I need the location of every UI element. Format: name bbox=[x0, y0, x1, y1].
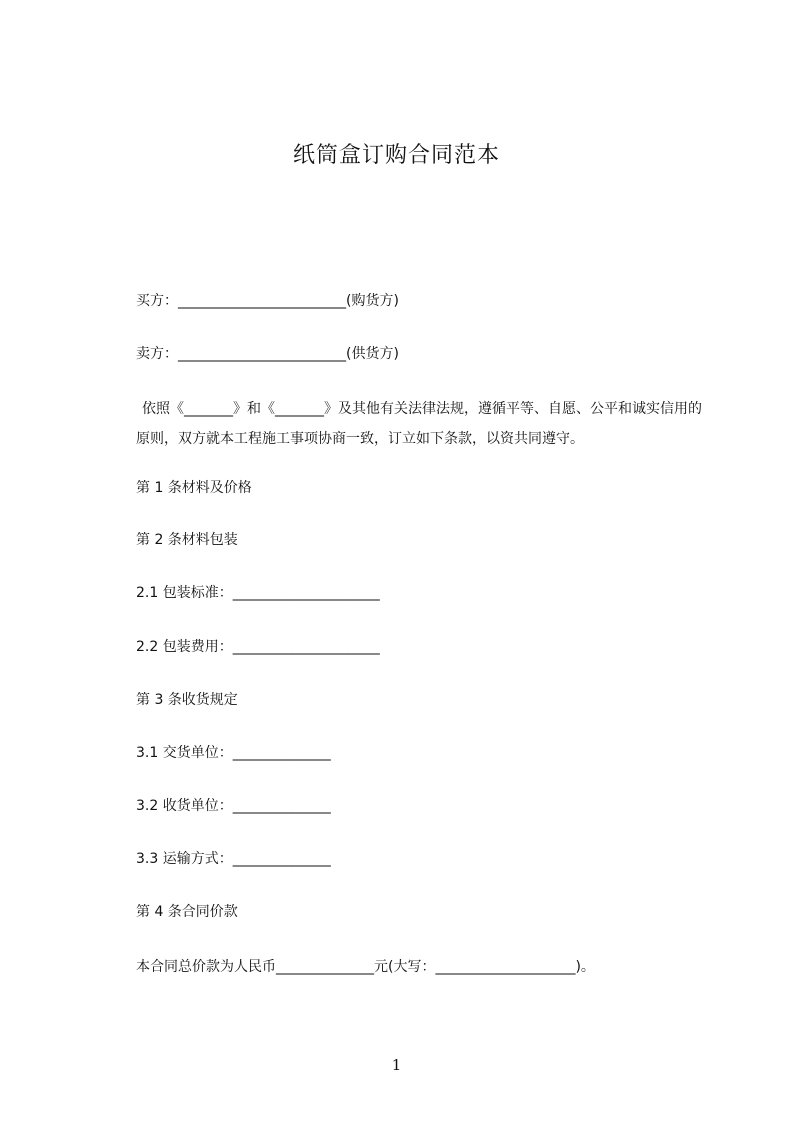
clause-2-heading: 第 2 条材料包装 bbox=[136, 532, 238, 548]
clause-3-3-line: 3.3 运输方式：______________ bbox=[136, 851, 331, 867]
clause-4-heading: 第 4 条合同价款 bbox=[136, 904, 238, 920]
document-title: 纸筒盒订购合同范本 bbox=[292, 143, 500, 168]
clause-2-1-line: 2.1 包装标准：_____________________ bbox=[136, 585, 380, 601]
buyer-line: 买方：________________________(购货方) bbox=[136, 293, 399, 309]
intro-paragraph-text: 依照《_______》和《_______》及其他有关法律法规，遵循平等、自愿、公平和诚实信用的原则，双方就本工程施工事项协商一致，订立如下条款，以资共同遵守。 bbox=[136, 401, 702, 447]
seller-line: 卖方：________________________(供货方) bbox=[136, 346, 399, 362]
intro-paragraph bbox=[136, 394, 706, 454]
clause-3-heading: 第 3 条收货规定 bbox=[136, 692, 238, 708]
clause-3-1-line: 3.1 交货单位：______________ bbox=[136, 745, 331, 761]
clause-1-heading: 第 1 条材料及价格 bbox=[136, 480, 252, 496]
page-number: 1 bbox=[391, 1056, 402, 1074]
clause-2-2-line: 2.2 包装费用：_____________________ bbox=[136, 639, 380, 655]
clause-3-2-line: 3.2 收货单位：______________ bbox=[136, 798, 331, 814]
total-price-line: 本合同总价款为人民币______________元(大写：____________________)。 bbox=[136, 959, 595, 975]
